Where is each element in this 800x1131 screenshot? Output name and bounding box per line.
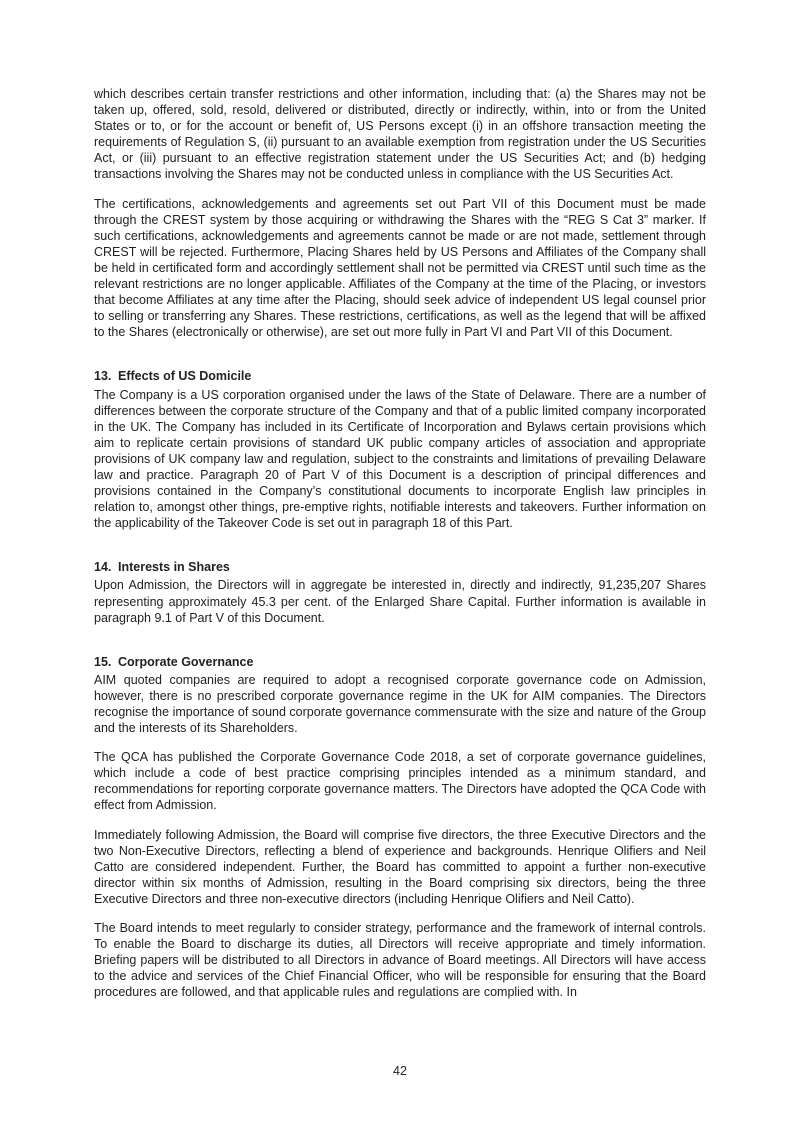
- intro-paragraph-1: which describes certain transfer restrictions and other information, including that: (a) the Shares may not be taken up, offered, sold, resold, delivered or distributed, directly or indirectly, within, into or from the United States or to, or for the account or benefit of, US Persons except (i) in an offshore transaction meeting the requirements of Regulation S, (ii) pursuant to an available exemption from registration under the US Securities Act, or (iii) pursuant to an effective registration statement under the US Securities Act; and (b) hedging transactions involving the Shares may not be conducted unless in compliance with the US Securities Act.: [94, 87, 706, 182]
- section-title: Effects of US Domicile: [118, 369, 252, 384]
- section-title: Interests in Shares: [118, 560, 230, 575]
- section-paragraph: AIM quoted companies are required to adopt a recognised corporate governance code on Admission, however, there is no prescribed corporate governance regime in the UK for AIM companies. The Directors recognise the importance of sound corporate governance commensurate with the size and nature of the Group and the interests of its Shareholders.: [94, 672, 706, 736]
- section-number: 15.: [94, 654, 112, 669]
- section-paragraph: The QCA has published the Corporate Governance Code 2018, a set of corporate governance guidelines, which include a code of best practice comprising principles intended as a minimum standard, and recommendations for reporting corporate governance matters. The Directors have adopted the QCA Code with effect from Admission.: [94, 750, 706, 813]
- section-15: [94, 654, 706, 1001]
- section-heading: [94, 368, 706, 384]
- section-number: 14.: [94, 560, 112, 575]
- section-paragraph: Upon Admission, the Directors will in aggregate be interested in, directly and indirectly, 91,235,207 Shares representing approximately 45.3 per cent. of the Enlarged Share Capital. Further information is available in paragraph 9.1 of Part V of this Document.: [94, 578, 706, 625]
- section-number: 13.: [94, 369, 112, 384]
- page-number: 42: [393, 1064, 407, 1078]
- section-paragraph: Immediately following Admission, the Board will comprise five directors, the three Executive Directors and the two Non-Executive Directors, reflecting a blend of experience and backgrounds. Henrique Olifiers and Neil Catto are considered independent. Further, the Board has committed to appoint a further non-executive director within six months of Admission, resulting in the Board comprising six directors, being the three Executive Directors and three non-executive directors (including Henrique Olifiers and Neil Catto).: [94, 827, 706, 906]
- section-13: [94, 368, 706, 531]
- document-page: [94, 86, 706, 1014]
- intro-paragraph-2: The certifications, acknowledgements and agreements set out Part VII of this Document must be made through the CREST system by those acquiring or withdrawing the Shares with the “REG S Cat 3” marker. If such certifications, acknowledgements and agreements cannot be made or are not made, settlement through CREST will be rejected. Furthermore, Placing Shares held by US Persons and Affiliates of the Company shall be held in certificated form and accordingly settlement shall not be permitted via CREST until such time as the relevant restrictions are no longer applicable. Affiliates of the Company at the time of the Placing, or investors that become Affiliates at any time after the Placing, should seek advice of independent US legal counsel prior to selling or transferring any Shares. These restrictions, certifications, as well as the legend that will be affixed to the Shares (electronically or otherwise), are set out more fully in Part VI and Part VII of this Document.: [94, 196, 706, 340]
- section-14: [94, 559, 706, 625]
- section-heading: [94, 654, 706, 670]
- section-paragraph: The Board intends to meet regularly to consider strategy, performance and the framework of internal controls. To enable the Board to discharge its duties, all Directors will receive appropriate and timely information. Briefing papers will be distributed to all Directors in advance of Board meetings. All Directors will have access to the advice and services of the Chief Financial Officer, who will be responsible for ensuring that the Board procedures are followed, and that applicable rules and regulations are complied with. In: [94, 921, 706, 1000]
- section-paragraph: The Company is a US corporation organised under the laws of the State of Delaware. There are a number of differences between the corporate structure of the Company and that of a public limited company incorporated in the UK. The Company has included in its Certificate of Incorporation and Bylaws certain provisions which aim to replicate certain provisions of standard UK public company articles of association and appropriate provisions of UK company law and regulation, subject to the constraints and limitations of prevailing Delaware law and practice. Paragraph 20 of Part V of this Document is a description of principal differences and provisions contained in the Company’s constitutional documents to incorporate English law principles in relation to, amongst other things, pre-emptive rights, notifiable interests and takeovers. Further information on the applicability of the Takeover Code is set out in paragraph 18 of this Part.: [94, 387, 706, 531]
- section-title: Corporate Governance: [118, 654, 254, 669]
- section-heading: [94, 559, 706, 575]
